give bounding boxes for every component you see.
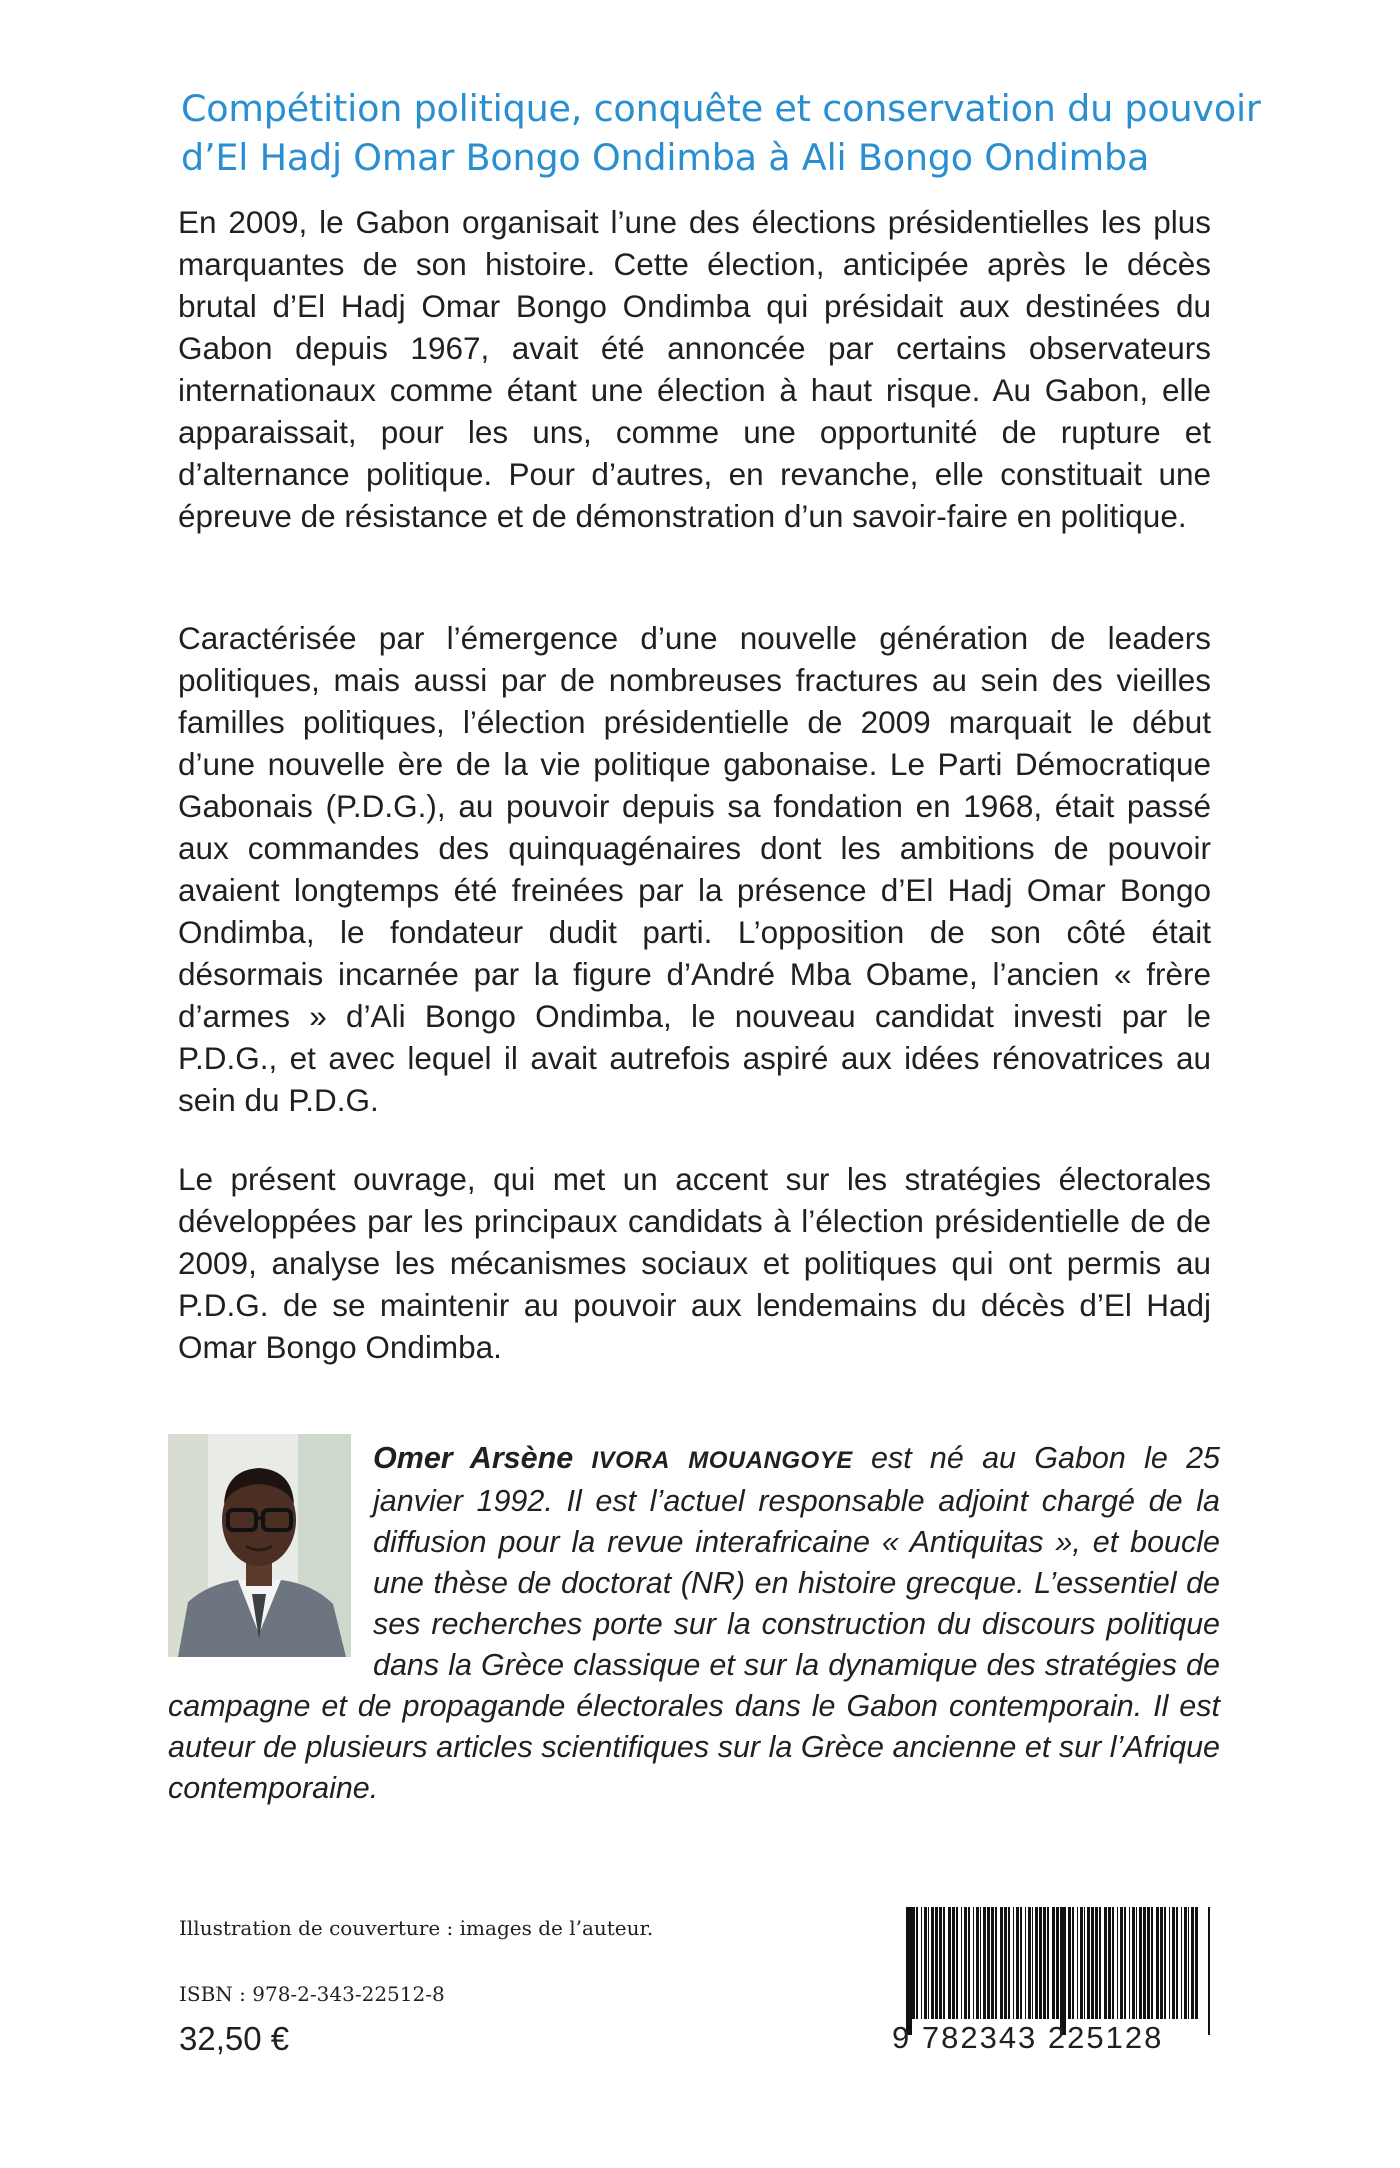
barcode-bar [1181,1907,1182,2019]
barcode-bar [1151,1907,1153,2019]
barcode-bar [1039,1907,1042,2019]
barcode-bar [956,1907,958,2019]
barcode-bar [1176,1907,1178,2019]
barcode-bar [931,1907,934,2019]
barcode-bar [935,1907,938,2019]
barcode-bar [964,1907,967,2019]
barcode-bar [987,1907,990,2019]
barcode-bar [1129,1907,1130,2019]
barcode-bar [912,1907,915,2019]
barcode-digits: 9 782343 225128 [892,2020,1164,2055]
barcode-bar [928,1907,929,2019]
barcode-bar [1095,1907,1098,2019]
author-bio-text: est né au Gabon le 25 janvier 1992. Il est l’actuel responsable adjoint chargé de la diffusion pour la revue interafricaine « Antiquitas », et boucle une thèse de doctorat (NR) en histoire grecque. L’essentiel de ses recherches porte sur la construction du discours politique dans la Grèce classique et sur la dynamique des stratégies de campagne et de propagande électorales dans le Gabon contemporain. Il est auteur de plusieurs articles scientifiques sur la Grèce ancienne et sur l’Afrique contemporaine. [168,1441,1220,1805]
barcode-bar [1147,1907,1150,2019]
barcode-bar [906,1907,908,2035]
author-bio [168,1438,1220,1809]
barcode-bar [1072,1907,1074,2019]
barcode-bar [1091,1907,1094,2019]
barcode-bar [1172,1907,1175,2019]
barcode-bar [1004,1907,1007,2019]
barcode-bar [1136,1907,1137,2019]
barcode-bar [1124,1907,1126,2019]
barcode-bar [943,1907,945,2019]
barcode-bar [939,1907,942,2019]
barcode-bar [1043,1907,1046,2019]
barcode-bar [1169,1907,1170,2019]
barcode-bar [1080,1907,1083,2019]
barcode-bar [991,1907,994,2019]
barcode-bar [1028,1907,1031,2019]
barcode-bar [1139,1907,1142,2019]
barcode-bar [973,1907,974,2019]
title-line-2: d’El Hadj Omar Bongo Ondimba à Ali Bongo Ondimba [181,136,1150,179]
barcode-bar [1052,1907,1055,2019]
barcode-bar [1195,1907,1198,2019]
barcode-bar [1020,1907,1022,2019]
barcode-bar [1035,1907,1038,2019]
author-photo [168,1434,351,1657]
barcode-bar [1008,1907,1010,2019]
barcode-bar [1087,1907,1090,2019]
summary-paragraph-3: Le présent ouvrage, qui met un accent sur les stratégies électorales développées par les principaux candidats à l’élection présidentielle de de 2009, analyse les mécanismes sociaux et politiques qui ont permis au P.D.G. de se maintenir au pouvoir aux lendemains du décès d’El Hadj Omar Bongo Ondimba. [178,1161,1211,1365]
barcode-bar [1013,1907,1014,2019]
barcode-bar [1188,1907,1189,2019]
barcode-bar [1143,1907,1146,2019]
barcode-bar [921,1907,922,2019]
author-first-names: Omer Arsène [373,1441,592,1475]
barcode-bar [1068,1907,1071,2019]
author-name [373,1441,853,1475]
barcode-bar [1184,1907,1187,2019]
barcode-bar [924,1907,927,2019]
isbn: ISBN : 978-2-343-22512-8 [179,1982,445,2006]
barcode-bar [1108,1907,1111,2019]
barcode-bar [1032,1907,1033,2019]
author-surname-2: MOUANGOYE [688,1447,853,1474]
barcode-bar [995,1907,997,2019]
barcode-bar [1191,1907,1194,2019]
barcode-bar [1047,1907,1049,2019]
barcode-bar [1160,1907,1163,2019]
barcode-bar [952,1907,955,2019]
barcode-bar [1117,1907,1118,2019]
title-line-1: Compétition politique, conquête et conservation du pouvoir [181,87,1261,130]
summary-paragraph-2: Caractérisée par l’émergence d’une nouvelle génération de leaders politiques, mais aussi par de nombreuses fractures au sein des vieilles familles politiques, l’élection présidentielle de 2009 marquait le début d’une nouvelle ère de la vie politique gabonaise. Le Parti Démocratique Gabonais (P.D.G.), au pouvoir depuis sa fondation en 1968, était passé aux commandes des quinquagénaires dont les ambitions de pouvoir avaient longtemps été freinées par la présence d’El Hadj Omar Bongo Ondimba, le fondateur dudit parti. L’opposition de son côté était désormais incarnée par la figure d’André Mba Obame, l’ancien « frère d’armes » d’Ali Bongo Ondimba, le nouveau candidat investi par le P.D.G., et avec lequel il avait autrefois aspiré aux idées rénovatrices au sein du P.D.G. [178,620,1211,1118]
barcode-bar [948,1907,951,2019]
author-surname-1: IVORA [591,1447,670,1474]
barcode-bar [1056,1907,1059,2019]
barcode-bar [1099,1907,1101,2019]
barcode-bar [916,1907,918,2019]
barcode-bar [1112,1907,1114,2019]
price: 32,50 € [179,2020,290,2057]
barcode-bar [1000,1907,1003,2019]
barcode-bar [1104,1907,1107,2019]
barcode-bar [1077,1907,1078,2019]
barcode-bar [1084,1907,1085,2019]
barcode-bar [1164,1907,1166,2019]
barcode-bar [980,1907,981,2019]
barcode-bar [1016,1907,1019,2019]
barcode-bar [1156,1907,1159,2019]
barcode-bar [1062,1907,1064,2035]
barcode-bar [1120,1907,1123,2019]
summary-paragraph-1: En 2009, le Gabon organisait l’une des élections présidentielles les plus marquantes de son histoire. Cette élection, anticipée après le décès brutal d’El Hadj Omar Bongo Ondimba qui présidait aux destinées du Gabon depuis 1967, avait été annoncée par certains observateurs internationaux comme étant une élection à haut risque. Au Gabon, elle apparaissait, pour les uns, comme une opportunité de rupture et d’alternance politique. Pour d’autres, en revanche, elle constituait une épreuve de résistance et de démonstration d’un savoir-faire en politique. [178,204,1211,534]
barcode-bar [968,1907,970,2019]
barcode-bar [983,1907,986,2019]
barcode-bar [976,1907,979,2019]
barcode-bar [961,1907,962,2019]
cover-credit: Illustration de couverture : images de l’auteur. [179,1916,654,1940]
barcode-bar [1060,1907,1062,2035]
barcode-bar [910,1907,912,2035]
barcode-bar [1208,1907,1210,2035]
barcode-bar [1132,1907,1135,2019]
barcode-bar [908,1907,910,2035]
barcode-bar [1064,1907,1066,2035]
barcode-bar [1025,1907,1026,2019]
book-title [181,84,1301,182]
